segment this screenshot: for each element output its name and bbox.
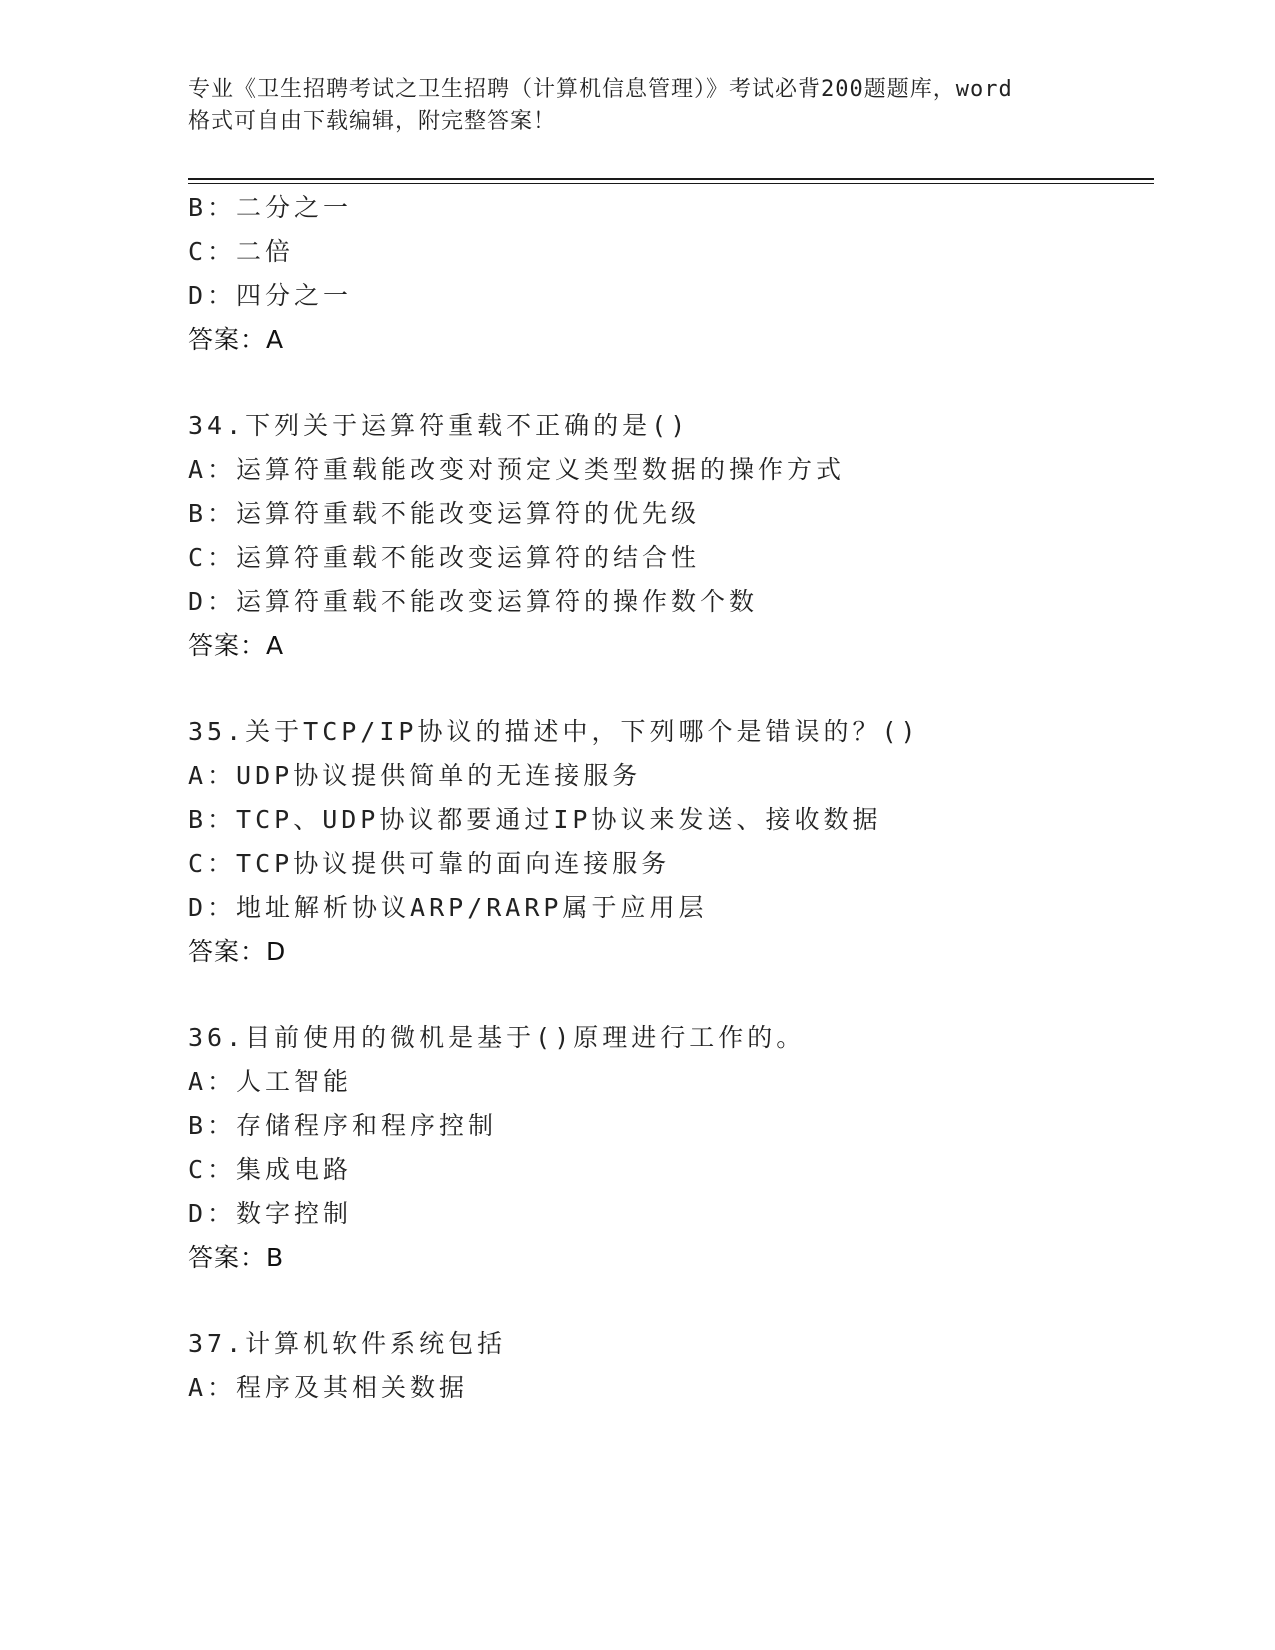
question-36-option-c: C：集成电路	[188, 1155, 353, 1184]
question-35-option-d: D：地址解析协议ARP/RARP属于应用层	[188, 893, 708, 922]
question-34-answer: 答案：A	[188, 631, 285, 660]
option-c: C：二倍	[188, 237, 295, 266]
question-36-option-d: D：数字控制	[188, 1199, 353, 1228]
question-34-stem: 34.下列关于运算符重载不正确的是()	[188, 411, 690, 440]
question-34-option-b: B：运算符重载不能改变运算符的优先级	[188, 499, 701, 528]
question-37-option-a: A：程序及其相关数据	[188, 1373, 469, 1402]
question-36-answer: 答案：B	[188, 1243, 285, 1272]
question-35-option-b: B：TCP、UDP协议都要通过IP协议来发送、接收数据	[188, 805, 882, 834]
header-title-line-2: 格式可自由下载编辑，附完整答案！	[188, 109, 557, 134]
question-36-option-b: B：存储程序和程序控制	[188, 1111, 498, 1140]
option-d: D：四分之一	[188, 281, 353, 310]
question-36-option-a: A：人工智能	[188, 1067, 353, 1096]
option-b: B：二分之一	[188, 193, 353, 222]
question-37-stem: 37.计算机软件系统包括	[188, 1329, 507, 1358]
question-35-option-a: A：UDP协议提供简单的无连接服务	[188, 761, 642, 790]
question-34-option-a: A：运算符重载能改变对预定义类型数据的操作方式	[188, 455, 846, 484]
document-header	[188, 74, 1148, 138]
question-35-option-c: C：TCP协议提供可靠的面向连接服务	[188, 849, 671, 878]
question-35-stem: 35.关于TCP/IP协议的描述中，下列哪个是错误的？()	[188, 717, 920, 746]
question-34-option-c: C：运算符重载不能改变运算符的结合性	[188, 543, 701, 572]
question-35-answer: 答案：D	[188, 937, 287, 966]
answer-line: 答案：A	[188, 325, 285, 354]
header-divider-thick	[188, 178, 1154, 180]
question-34-option-d: D：运算符重载不能改变运算符的操作数个数	[188, 587, 759, 616]
header-title-line-1: 专业《卫生招聘考试之卫生招聘（计算机信息管理）》考试必背200题题库，word	[188, 77, 1013, 102]
question-36-stem: 36.目前使用的微机是基于()原理进行工作的。	[188, 1023, 806, 1052]
header-divider-thin	[188, 183, 1154, 184]
